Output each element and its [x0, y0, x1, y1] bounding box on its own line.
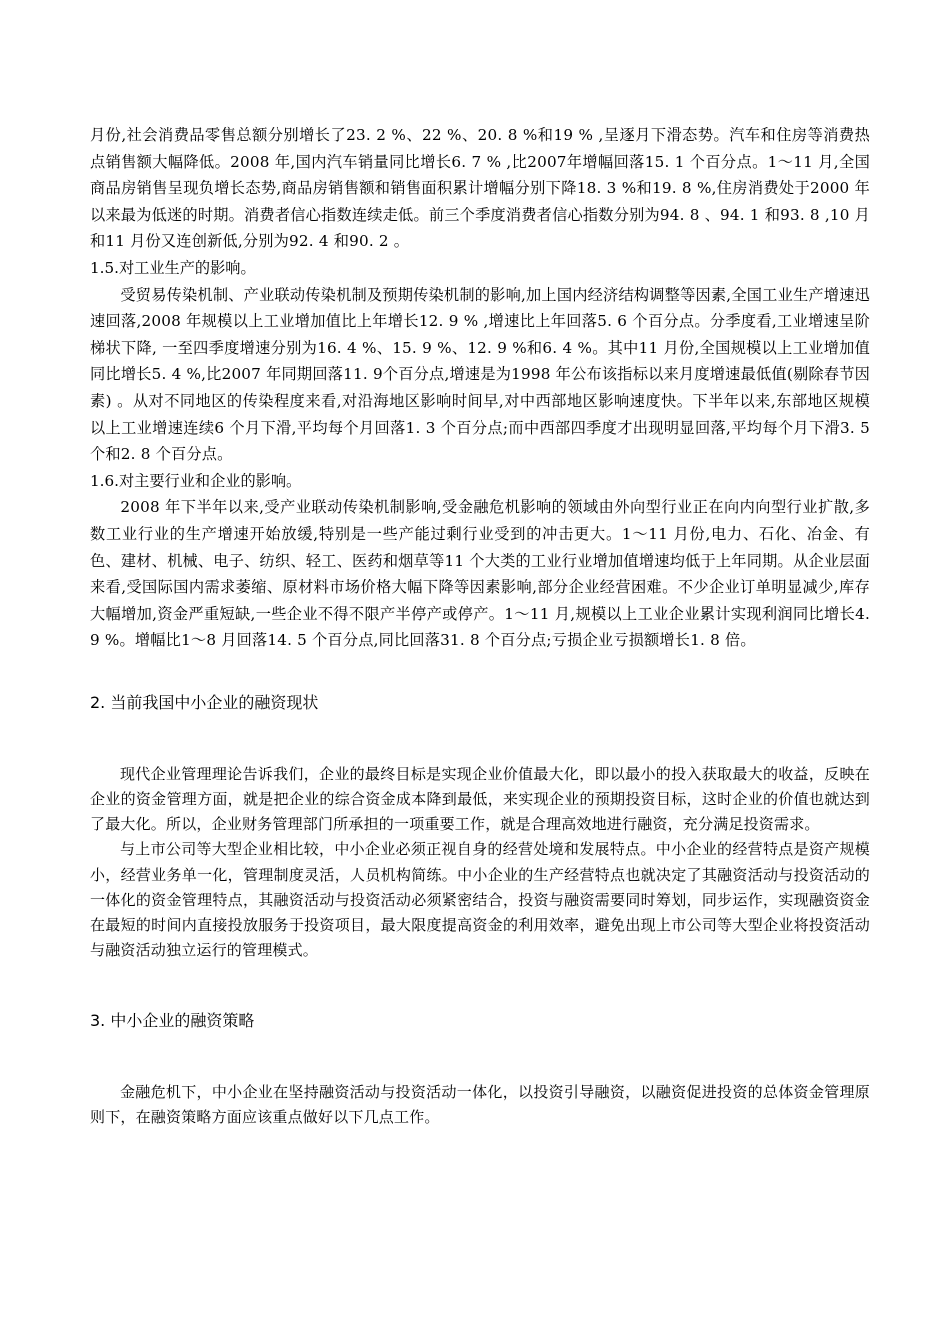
paragraph-financing-theory: 现代企业管理理论告诉我们，企业的最终目标是实现企业价值最大化，即以最小的投入获取最大的收益，反映在企业的资金管理方面，就是把企业的综合资金成本降到最低，来实现企业的预期投资目标，这时企业的价值也就达到了最大化。所以，企业财务管理部门所承担的一项重要工作，就是合理高效地进行融资，充分满足投资需求。	[90, 764, 870, 834]
subsection-1-5-title: 1.5.对工业生产的影响。	[90, 258, 256, 277]
section-2-heading: 2. 当前我国中小企业的融资现状	[90, 692, 319, 712]
spacer	[90, 654, 870, 690]
subsection-1-6-title: 1.6.对主要行业和企业的影响。	[90, 471, 302, 490]
section-2-body	[90, 762, 870, 964]
paragraph-consumption: 月份,社会消费品零售总额分别增长了23. 2 %、22 %、20. 8 %和19 % ,呈逐月下滑态势。汽车和住房等消费热点销售额大幅降低。2008 年,国内汽车销量同比增长6. 7 % ,比2007年增幅回落15. 1 个百分点。1～11 月,全国商品房销售呈现负增长态势,商品房销售额和销售面积累计增幅分别下降18. 3 %和19. 8 %,住房消费处于2000 年以来最为低迷的时期。消费者信心指数连续走低。前三个季度消费者信心指数分别为94. 8 、94. 1 和93. 8 ,10 月和11 月份又连创新低,分别为92. 4 和90. 2 。	[90, 126, 870, 251]
paragraph-financing-strategy: 金融危机下，中小企业在坚持融资活动与投资活动一体化，以投资引导融资，以融资促进投资的总体资金管理原则下，在融资策略方面应该重点做好以下几点工作。	[90, 1082, 870, 1126]
paragraph-sme-characteristics: 与上市公司等大型企业相比较，中小企业必须正视自身的经营处境和发展特点。中小企业的经营特点是资产规模小，经营业务单一化，管理制度灵活，人员机构简练。中小企业的生产经营特点也就决定了其融资活动与投资活动的一体化的资金管理特点，其融资活动与投资活动必须紧密结合，投资与融资需要同时筹划，同步运作，实现融资资金在最短的时间内直接投放服务于投资项目，最大限度提高资金的利用效率，避免出现上市公司等大型企业将投资活动与融资活动独立运行的管理模式。	[90, 840, 870, 960]
section-3-heading: 3. 中小企业的融资策略	[90, 1010, 255, 1030]
spacer	[90, 964, 870, 1008]
spacer	[90, 1034, 870, 1080]
section-3-body	[90, 1080, 870, 1130]
paragraph-industrial-production: 受贸易传染机制、产业联动传染机制及预期传染机制的影响,加上国内经济结构调整等因素,全国工业生产增速迅速回落,2008 年规模以上工业增加值比上年增长12. 9 % ,增速比上年回落5. 6 个百分点。分季度看,工业增速呈阶梯状下降, 一至四季度增速分别为16. 4 %、15. 9 %、12. 9 %和6. 4 %。其中11 月份,全国规模以上工业增加值同比增长5. 4 %,比2007 年同期回落11. 9个百分点,增速是为1998 年公布该指标以来月度增速最低值(剔除春节因素) 。从对不同地区的传染程度来看,对沿海地区影响时间早,对中西部地区影响速度快。下半年以来,东部地区规模以上工业增速连续6 个月下滑,平均每个月回落1. 3 个百分点;而中西部四季度才出现明显回落,平均每个月下滑3. 5个和2. 8 个百分点。	[90, 285, 870, 464]
paragraph-industries-enterprises: 2008 年下半年以来,受产业联动传染机制影响,受金融危机影响的领域由外向型行业正在向内向型行业扩散,多数工业行业的生产增速开始放缓,特别是一些产能过剩行业受到的冲击更大。1～11 月份,电力、石化、冶金、有色、建材、机械、电子、纺织、轻工、医药和烟草等11 个大类的工业行业增加值增速均低于上年同期。从企业层面来看,受国际国内需求萎缩、原材料市场价格大幅下降等因素影响,部分企业经营困难。不少企业订单明显减少,库存大幅增加,资金严重短缺,一些企业不得不限产半停产或停产。1～11 月,规模以上工业企业累计实现利润同比增长4. 9 %。增幅比1～8 月回落14. 5 个百分点,同比回落31. 8 个百分点;亏损企业亏损额增长1. 8 倍。	[90, 498, 870, 650]
spacer	[90, 716, 870, 762]
document-page	[90, 122, 870, 1130]
